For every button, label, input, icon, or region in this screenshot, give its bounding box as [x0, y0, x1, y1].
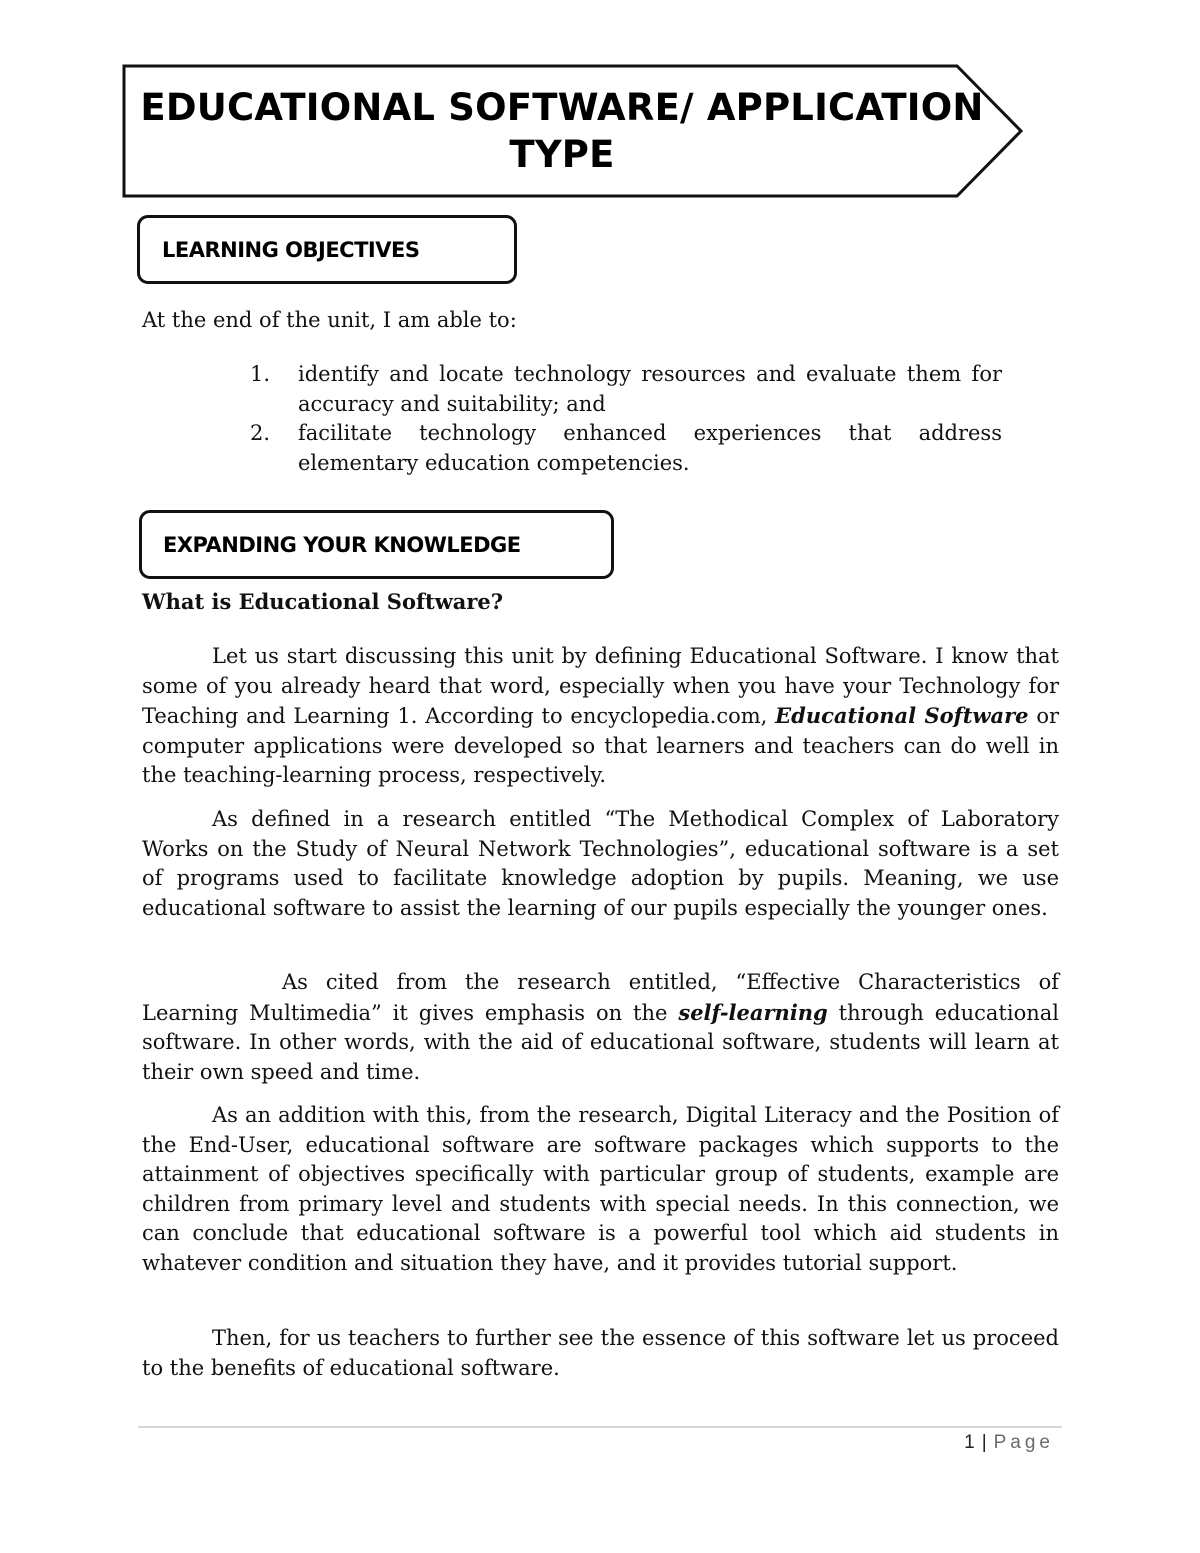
learning-objectives-heading — [137, 215, 517, 284]
objective-number: 1. — [250, 362, 271, 386]
footer-separator: | — [981, 1432, 988, 1453]
emphasized-term: self-learning — [678, 999, 828, 1025]
title-line-2: TYPE — [509, 133, 615, 176]
paragraph-text: through educational software. In other words, with the aid of educational software, students will learn at their own speed and time. — [142, 1000, 1059, 1084]
paragraph-definition — [142, 642, 1059, 791]
page-number: 1 — [964, 1432, 976, 1453]
paragraph-text: or computer applications were developed so that learners and teachers can do well in the teaching-learning process, respectively. — [142, 704, 1060, 788]
paragraph-digital-literacy: As an addition with this, from the research, Digital Literacy and the Position of the End-User, educational software are software packages which supports to the attainment of objectives specifically with particular group of students, example are children from primary level and students with special needs. In this connection, we can conclude that educational software is a powerful tool which aid students in whatever condition and situation they have, and it provides tutorial support. — [142, 1103, 1059, 1275]
paragraph-research-definition: As defined in a research entitled “The Methodical Complex of Laboratory Works on the Study of Neural Network Technologies”, educational software is a set of programs used to facilitate knowledge adoption by pupils. Meaning, we use educational software to assist the learning of our pupils especially the younger ones. — [142, 807, 1059, 920]
paragraph-text: Let us start discussing this unit by defining Educational Software. I know that some of you already heard that word, especially when you have your Technology for Teaching and Learning 1. According to encyclopedia.com, — [142, 644, 1059, 729]
footer-divider — [138, 1426, 1062, 1428]
page-title — [132, 84, 992, 178]
objective-item — [250, 360, 1002, 419]
title-line-1: EDUCATIONAL SOFTWARE/ APPLICATION — [140, 86, 984, 129]
objectives-list — [250, 360, 1002, 478]
page-label: Page — [993, 1432, 1054, 1453]
paragraph-text: As cited from the research entitled, “Effective Characteristics of Learning Multimedia” it gives emphasis on the — [142, 970, 1059, 1025]
title-banner — [122, 64, 1024, 198]
page-footer — [964, 1432, 1054, 1454]
objective-item — [250, 419, 1002, 478]
objective-text: facilitate technology enhanced experiences that address elementary education competencies. — [298, 421, 1002, 475]
learning-objectives-label: LEARNING OBJECTIVES — [162, 237, 420, 262]
emphasized-term: Educational Software — [775, 703, 1029, 729]
expanding-knowledge-label: EXPANDING YOUR KNOWLEDGE — [163, 532, 521, 557]
section-question: What is Educational Software? — [142, 589, 504, 614]
objectives-intro: At the end of the unit, I am able to: — [142, 308, 517, 332]
paragraph-conclusion: Then, for us teachers to further see the essence of this software let us proceed to the benefits of educational software. — [142, 1326, 1059, 1380]
objective-text: identify and locate technology resources and evaluate them for accuracy and suitability; and — [298, 362, 1002, 416]
expanding-knowledge-heading — [139, 510, 614, 579]
objective-number: 2. — [250, 421, 271, 446]
paragraph-self-learning — [142, 968, 1059, 1087]
